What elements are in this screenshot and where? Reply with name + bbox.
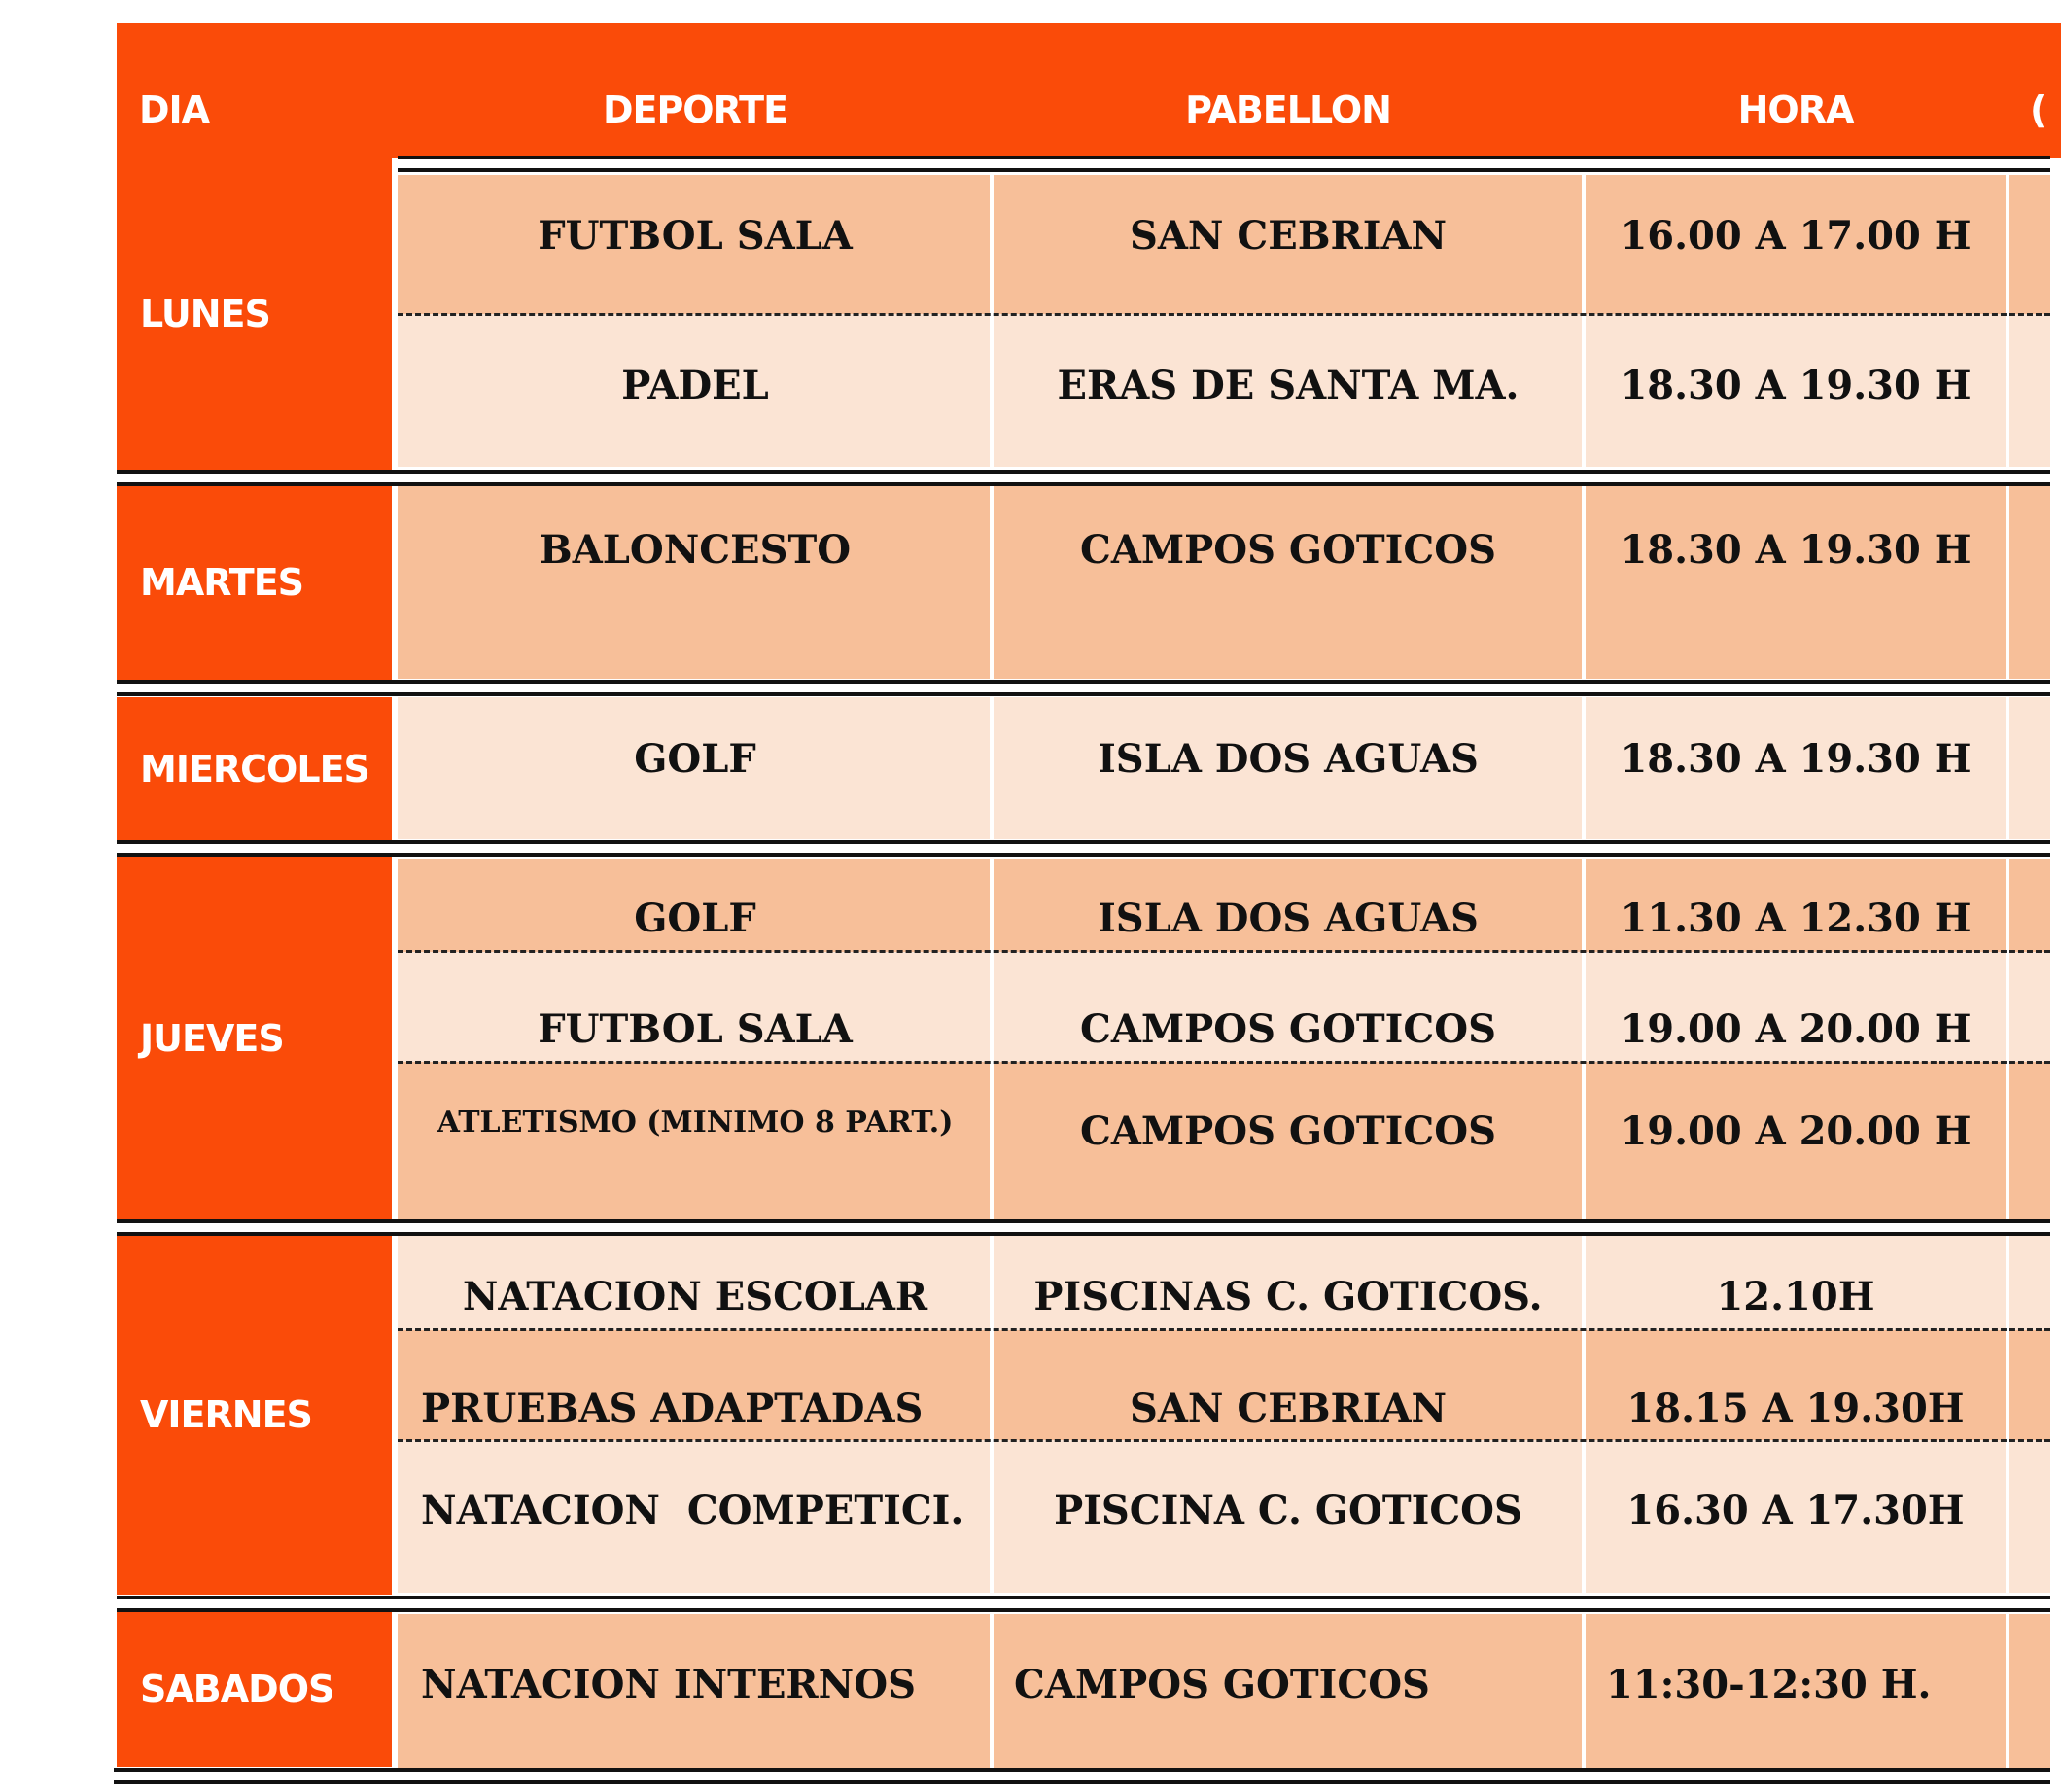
cell-pabellon: ISLA DOS AGUAS bbox=[1098, 736, 1479, 782]
cell-deporte: NATACION INTERNOS bbox=[421, 1662, 916, 1707]
group-divider bbox=[117, 840, 2050, 857]
cell-pabellon: PISCINA C. GOTICOS bbox=[1054, 1488, 1522, 1533]
row-divider bbox=[398, 1328, 2050, 1331]
cell-deporte: PADEL bbox=[621, 363, 769, 408]
day-lunes: LUNES bbox=[117, 158, 392, 471]
cell-pabellon: CAMPOS GOTICOS bbox=[1080, 1006, 1496, 1052]
group-divider bbox=[398, 156, 2050, 172]
header-partial: ( bbox=[2030, 88, 2046, 131]
day-martes: MARTES bbox=[117, 483, 392, 681]
row-divider bbox=[398, 1439, 2050, 1442]
cell-deporte: BALONCESTO bbox=[539, 527, 852, 573]
group-divider bbox=[117, 1219, 2050, 1236]
cell-hora: 12.10H bbox=[1716, 1274, 1875, 1319]
cell-hora: 19.00 A 20.00 H bbox=[1620, 1006, 1972, 1052]
cell-pabellon: SAN CEBRIAN bbox=[1129, 1386, 1448, 1431]
cell-pabellon: ISLA DOS AGUAS bbox=[1098, 896, 1479, 941]
cell-hora: 16.00 A 17.00 H bbox=[1620, 213, 1972, 259]
group-divider bbox=[117, 1596, 2050, 1612]
cell-hora: 16.30 A 17.30H bbox=[1626, 1488, 1965, 1533]
cell-hora: 18.30 A 19.30 H bbox=[1620, 527, 1972, 573]
row-divider bbox=[398, 950, 2050, 953]
day-viernes: VIERNES bbox=[117, 1235, 392, 1595]
cell-deporte: ATLETISMO (MINIMO 8 PART.) bbox=[437, 1106, 954, 1140]
row-divider bbox=[398, 1061, 2050, 1064]
cell-deporte: GOLF bbox=[634, 736, 756, 782]
column-divider bbox=[990, 171, 994, 1775]
cell-deporte: NATACION ESCOLAR bbox=[462, 1274, 928, 1319]
day-sabados: SABADOS bbox=[117, 1611, 392, 1767]
day-miercoles: MIERCOLES bbox=[117, 697, 392, 841]
cell-pabellon: SAN CEBRIAN bbox=[1129, 213, 1448, 259]
cell-pabellon: CAMPOS GOTICOS bbox=[1080, 1108, 1496, 1154]
cell-deporte: NATACION COMPETICI. bbox=[421, 1488, 964, 1533]
cell-hora: 18.30 A 19.30 H bbox=[1620, 736, 1972, 782]
cell-pabellon: CAMPOS GOTICOS bbox=[1014, 1662, 1430, 1707]
cell-pabellon: PISCINAS C. GOTICOS. bbox=[1033, 1274, 1543, 1319]
cell-deporte: FUTBOL SALA bbox=[538, 213, 853, 259]
header-pabellon: PABELLON bbox=[1185, 88, 1391, 131]
group-divider bbox=[117, 680, 2050, 696]
day-jueves: JUEVES bbox=[117, 856, 392, 1220]
cell-pabellon: ERAS DE SANTA MA. bbox=[1057, 363, 1520, 408]
column-divider bbox=[1582, 171, 1586, 1775]
cell-deporte: GOLF bbox=[634, 896, 756, 941]
header-deporte: DEPORTE bbox=[602, 88, 788, 131]
cell-hora: 11:30-12:30 H. bbox=[1606, 1662, 1932, 1707]
cell-deporte: FUTBOL SALA bbox=[538, 1006, 853, 1052]
row-bg-martes bbox=[398, 486, 2050, 679]
column-divider bbox=[2006, 171, 2009, 1775]
cell-hora: 18.15 A 19.30H bbox=[1626, 1386, 1965, 1431]
header-dia: DIA bbox=[139, 88, 210, 131]
header-hora: HORA bbox=[1737, 88, 1854, 131]
cell-hora: 18.30 A 19.30 H bbox=[1620, 363, 1972, 408]
group-divider bbox=[117, 470, 2050, 486]
cell-hora: 11.30 A 12.30 H bbox=[1620, 896, 1972, 941]
group-divider bbox=[114, 1768, 2050, 1784]
row-divider bbox=[398, 313, 2050, 316]
cell-hora: 19.00 A 20.00 H bbox=[1620, 1108, 1972, 1154]
cell-deporte: PRUEBAS ADAPTADAS bbox=[421, 1386, 924, 1431]
cell-pabellon: CAMPOS GOTICOS bbox=[1080, 527, 1496, 573]
